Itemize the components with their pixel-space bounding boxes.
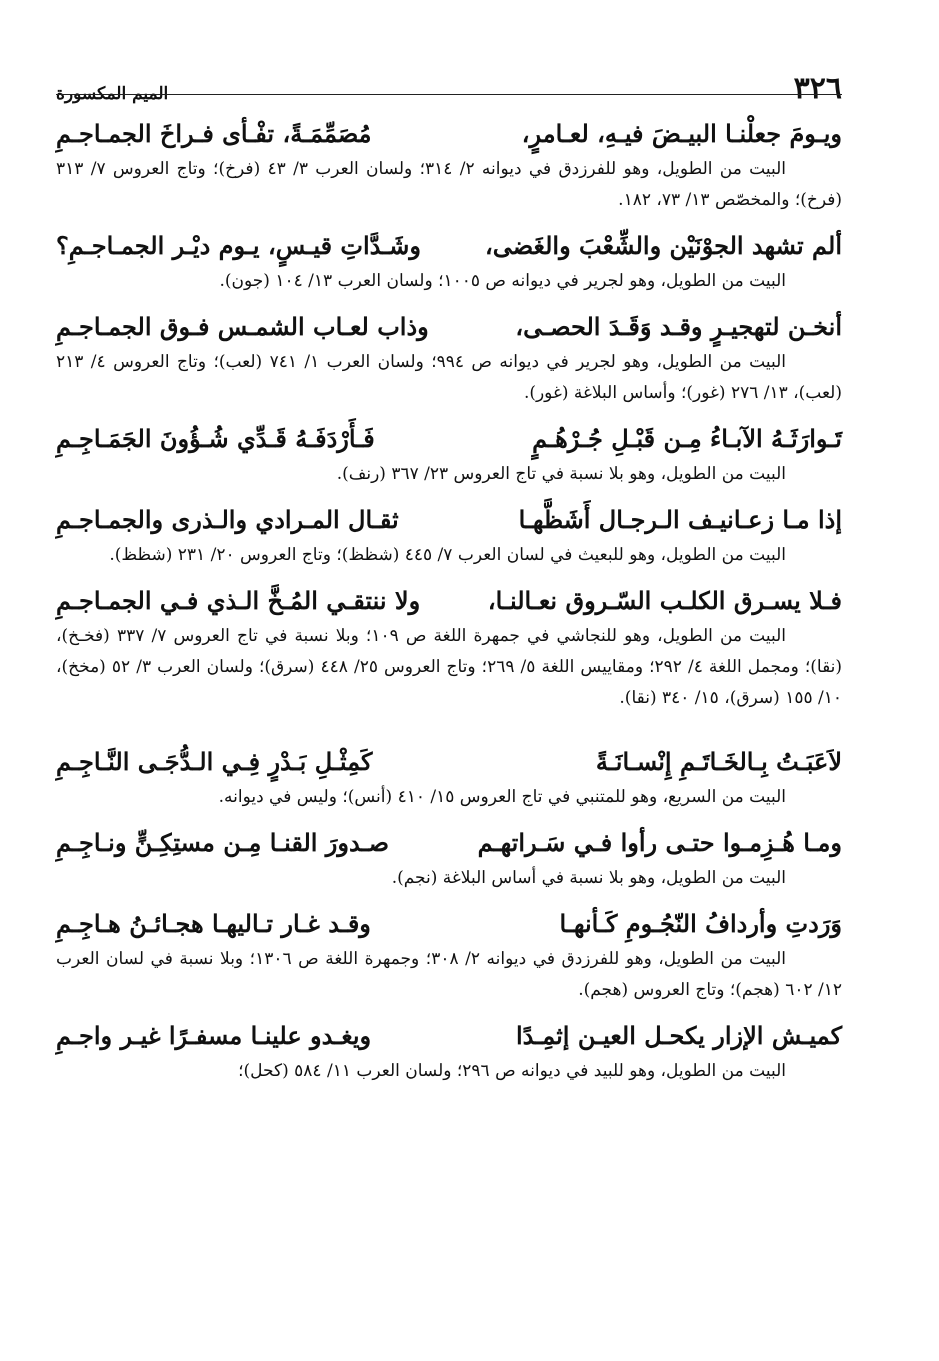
verse-footnote: البيت من الطويل، وهو لجرير في ديوانه ص ١٠٠٥؛ ولسان العرب ١٣/ ١٠٤ (جون). [219,271,786,291]
verse-entry [56,906,842,1006]
page-number: ٣٢٦ [793,71,842,106]
verse-line [56,1018,842,1054]
first-hemistich: إذا مـا زعـانيـف الـرجـال أَشَظَّهـا [518,505,842,534]
second-hemistich: صـدورَ القنـا مِـن مستِكِـنٍّ ونـاجِـمِ [56,828,389,857]
verse-entry [56,825,842,894]
header-rule [56,94,842,95]
first-hemistich: كميـش الإزار يكحـل العيـن إثمِـدًا [515,1021,842,1050]
second-hemistich: وذاب لعـاب الشمـس فـوق الجمـاجـمِ [56,312,429,341]
second-hemistich: وشَـدَّاتِ قيـسٍ، يـوم ديْـر الجمـاجـمِ؟ [56,231,421,260]
verse-list [56,116,842,1099]
first-hemistich: لاَعَبَـتُ بِـالخَـاتَـمِ إِنْسـانَـةً [595,747,842,776]
first-hemistich: ويـومَ جعلْنـا البيـضَ فيـهِ، لعـامرٍ، [521,119,842,148]
verse-entry [56,1018,842,1087]
verse-entry [56,583,842,714]
second-hemistich: وقـد غـار تـاليهـا هجـائـنُ هـاجِـمِ [56,909,371,938]
verse-line [56,421,842,457]
verse-footnote: البيت من الطويل، وهو لجرير في ديوانه ص ٩٩٤؛ ولسان العرب ١/ ٧٤١ (لعب)؛ وتاج العروس ٤/ ٢١٣ (لعب)، ١٣/ ٢٧٦ (غور)؛ وأساس البلاغة (غور). [56,352,842,403]
verse-entry [56,502,842,571]
first-hemistich: ألم تشهد الجوْنَيْن والشِّعْبَ والغَضى، [484,231,842,260]
second-hemistich: مُصَمِّمَـةً، تفْـأى فـراخَ الجمـاجـمِ [56,119,372,148]
verse-footnote: البيت من الطويل، وهو بلا نسبة في تاج العروس ٢٣/ ٣٦٧ (رنف). [336,464,786,484]
section-gap [56,726,842,744]
verse-footnote: البيت من الطويل، وهو للبعيث في لسان العرب ٧/ ٤٤٥ (شظظ)؛ وتاج العروس ٢٠/ ٢٣١ (شظظ). [109,545,786,565]
verse-footnote: البيت من الطويل، وهو للفرزدق في ديوانه ٢/ ٣٠٨؛ وجمهرة اللغة ص ١٣٠٦؛ وبلا نسبة في لسان العرب ١٢/ ٦٠٢ (هجم)؛ وتاج العروس (هجم). [56,949,842,1000]
second-hemistich: ثقـال المـرادي والـذرى والجمـاجـمِ [56,505,399,534]
running-title: الميم المكسورة [56,84,169,104]
second-hemistich: ويغـدو علينـا مسفـرًا غيـر واجـمِ [56,1021,372,1050]
first-hemistich: أنخـن لتهجيـرٍ وقـد وَقَـدَ الحصـى، [515,312,842,341]
verse-footnote: البيت من الطويل، وهو للبيد في ديوانه ص ٢٩٦؛ ولسان العرب ١١/ ٥٨٤ (كحل)؛ [238,1061,786,1081]
verse-line [56,228,842,264]
verse-footnote: البيت من السريع، وهو للمتنبي في تاج العروس ١٥/ ٤١٠ (أنس)؛ وليس في ديوانه. [218,787,786,807]
verse-footnote: البيت من الطويل، وهو للفرزدق في ديوانه ٢/ ٣١٤؛ ولسان العرب ٣/ ٤٣ (فرخ)؛ وتاج العروس ٧/ ٣١٣ (فرخ)؛ والمخصّص ١٣/ ٧٣، ١٨٢. [56,159,842,210]
verse-entry [56,744,842,813]
verse-line [56,502,842,538]
first-hemistich: وَرَدتِ وأردافُ النّجُـومِ كَـأنهـا [559,909,842,938]
second-hemistich: فَـأَرْدَفَـهُ قَـدِّي شُـؤُونَ الجَمَـاجِـمِ [56,424,375,453]
verse-line [56,825,842,861]
verse-line [56,583,842,619]
verse-line [56,744,842,780]
first-hemistich: تَـوارَثَـهُ الآبـاءُ مِـن قَبْـلِ جُـرْهُـمٍ [532,424,842,453]
verse-entry [56,309,842,409]
verse-entry [56,116,842,216]
verse-entry [56,421,842,490]
second-hemistich: كَمِثْـلِ بَـدْرٍ فِـي الـدُّجَـى النَّـاجِـمِ [56,747,373,776]
first-hemistich: فـلا يسـرق الكلـب السّـروق نعـالنـا، [487,586,842,615]
verse-footnote: البيت من الطويل، وهو بلا نسبة في أساس البلاغة (نجم). [391,868,786,888]
second-hemistich: ولا ننتقـي المُـخَّ الـذي فـي الجمـاجـمِ [56,586,421,615]
verse-line [56,309,842,345]
verse-line [56,116,842,152]
page-header [56,70,842,104]
verse-line [56,906,842,942]
verse-footnote: البيت من الطويل، وهو للنجاشي في جمهرة اللغة ص ١٠٩؛ وبلا نسبة في تاج العروس ٧/ ٣٣٧ (فخـخ)، (نقا)؛ ومجمل اللغة ٤/ ٢٩٢؛ ومقاييس اللغة ٥/ ٢٦٩؛ وتاج العروس ٢٥/ ٤٤٨ (سرق)؛ ولسان العرب ٣/ ٥٢ (مخخ)، ١٠/ ١٥٥ (سرق)، ١٥/ ٣٤٠ (نقا). [56,626,843,708]
first-hemistich: ومـا هُـزِمـوا حتـى رأوا فـي سَـراتهـم [477,828,842,857]
verse-entry [56,228,842,297]
